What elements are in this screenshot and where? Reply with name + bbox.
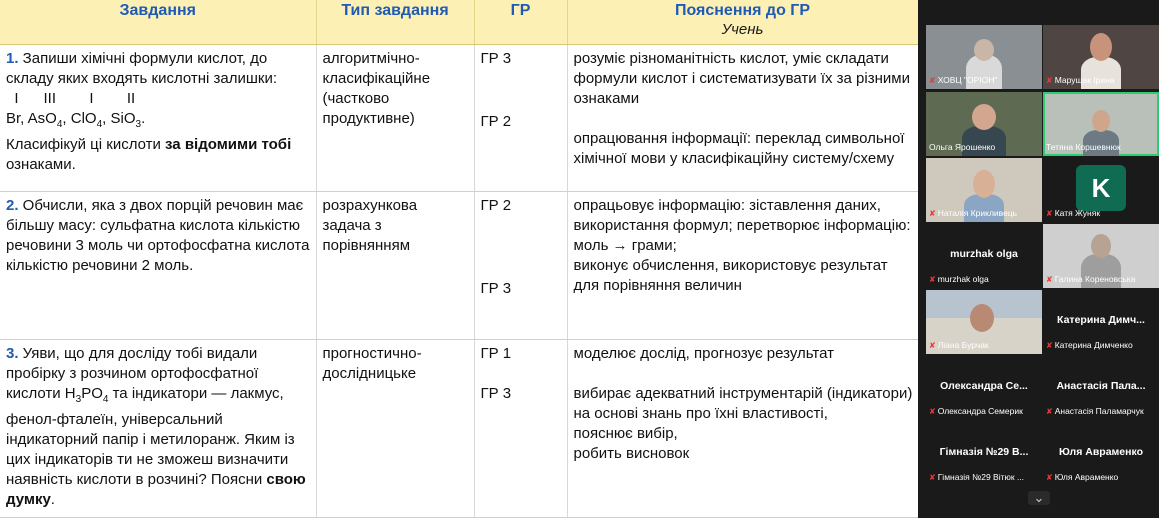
participant-label: ✘ Марущак Ірина	[1046, 75, 1115, 85]
participant-tile[interactable]	[1043, 25, 1159, 89]
participant-label: ✘ Наталія Крикливець	[929, 208, 1018, 218]
header-task: Завдання	[0, 0, 316, 44]
participant-label: ✘ Юля Авраменко	[1046, 472, 1119, 482]
mic-muted-icon: ✘	[929, 341, 936, 350]
participant-label: ✘ Гімназія №29 Вітюк ...	[929, 472, 1025, 482]
mic-muted-icon: ✘	[929, 473, 936, 482]
participant-tile[interactable]	[926, 224, 1042, 288]
task-text: Класифікуй ці кислоти	[6, 135, 166, 153]
mic-muted-icon: ✘	[1046, 407, 1053, 416]
explain-text: моль → грами;	[573, 236, 677, 254]
explain-text: пояснює вибір,	[573, 424, 678, 442]
participant-tile[interactable]	[926, 356, 1042, 420]
mic-muted-icon: ✘	[1046, 473, 1053, 482]
participant-name: Гімназія №29 В...	[939, 446, 1029, 458]
gr-cell	[474, 44, 567, 191]
participant-tile[interactable]	[1043, 290, 1159, 354]
participant-video	[1090, 33, 1112, 61]
task-number: 2.	[6, 196, 19, 214]
mic-muted-icon: ✘	[1046, 209, 1053, 218]
task-text: .	[50, 490, 55, 508]
explain-text: моделює дослід, прогнозує результат	[573, 344, 834, 362]
participant-tile[interactable]	[1043, 356, 1159, 420]
participant-tile[interactable]	[926, 92, 1042, 156]
gr-label: ГР 2	[480, 112, 512, 130]
task-bold-text: за відомими тобі	[165, 135, 292, 153]
participant-tile-active[interactable]	[1043, 92, 1159, 156]
participant-label: ✘ Катерина Димченко	[1046, 340, 1133, 350]
header-explain-sub: Учень	[721, 21, 764, 38]
task-text: Уяви, що для досліду тобі видали пробірку з розчином ортофосфатної кислоти $H_3PO_4$ та індикатори — лакмус, фенол-фталеїн, універсальний індикаторний папір і метилоранж. Яким із цих індикаторів ти не зможеш визначити наявність кислоти в розчині? Поясни	[6, 344, 295, 488]
explain-text: виконує обчислення, використовує результат для порівняння величин	[573, 256, 888, 294]
participant-name: Катерина Димч...	[1057, 314, 1145, 326]
participant-tile[interactable]	[1043, 224, 1159, 288]
participant-label: ✘ Ліана Бурчак	[929, 340, 989, 350]
participant-label: ✘ Галина Кореновська	[1046, 274, 1136, 284]
task-cell	[0, 191, 316, 339]
header-explain	[567, 0, 918, 44]
participant-video	[1092, 110, 1110, 132]
mic-muted-icon: ✘	[1046, 275, 1053, 284]
participant-label: ✘ murzhak olga	[929, 274, 989, 284]
explain-text: розуміє різноманітність кислот, уміє складати формули кислот і систематизувати їх за різними ознаками	[573, 49, 910, 107]
mic-muted-icon: ✘	[929, 76, 936, 85]
participant-name: Олександра Се...	[940, 380, 1028, 392]
participant-video	[972, 104, 996, 130]
participant-tile[interactable]	[1043, 158, 1159, 222]
type-cell: прогностично-дослідницьке	[316, 339, 474, 517]
header-explain-title: Пояснення до ГР	[674, 2, 811, 19]
participant-avatar: K	[1076, 165, 1126, 211]
gr-cell	[474, 339, 567, 517]
task-bold-text: свою думку	[6, 470, 306, 508]
task-formulas: Br, AsO$_4$, ClO$_4$, SiO$_3$.	[6, 109, 146, 130]
task-text: ознаками.	[6, 155, 76, 173]
explain-text: вибирає адекватний інструментарій (індикатори) на основі знань про їхні властивості,	[573, 384, 913, 422]
explain-cell	[567, 339, 918, 517]
participant-video	[970, 304, 994, 332]
participant-label: ✘ Олександра Семерик	[929, 406, 1023, 416]
explain-cell	[567, 191, 918, 339]
participant-label: ✘ ХОВЦ "ОРІОН"	[929, 75, 998, 85]
type-cell: алгоритмічно-класифікаційне (частково продуктивне)	[316, 44, 474, 191]
participant-video	[974, 39, 994, 61]
table-row	[0, 339, 918, 517]
explain-text: опрацьовує інформацію: зіставлення даних, використання формул; перетворює інформацію:	[573, 196, 911, 234]
task-number: 3.	[6, 344, 19, 362]
table-row	[0, 191, 918, 339]
gr-label: ГР 3	[480, 384, 512, 402]
mic-muted-icon: ✘	[929, 275, 936, 284]
participant-tile[interactable]	[926, 158, 1042, 222]
gr-label: ГР 3	[480, 49, 512, 67]
valence-numerals: I III I II	[6, 89, 136, 107]
participant-tile[interactable]	[1043, 422, 1159, 486]
chevron-down-icon[interactable]: ⌄	[1028, 491, 1050, 505]
gr-label: ГР 3	[480, 279, 512, 297]
header-type: Тип завдання	[316, 0, 474, 44]
gr-cell	[474, 191, 567, 339]
participant-tile[interactable]	[926, 25, 1042, 89]
explain-cell	[567, 44, 918, 191]
participant-label: Ольга Ярошенко	[929, 142, 996, 152]
header-gr: ГР	[474, 0, 567, 44]
participant-tile[interactable]	[926, 290, 1042, 354]
mic-muted-icon: ✘	[929, 209, 936, 218]
participant-tile[interactable]	[926, 422, 1042, 486]
task-text: Обчисли, яка з двох порцій речовин має більшу масу: сульфатна кислота кількістю речовини 3 моль чи ортофосфатна кислота кількістю речовини 2 моль.	[6, 196, 310, 274]
explain-text: опрацювання інформації: переклад символьної хімічної мови у класифікаційну систему/схему	[573, 129, 905, 167]
mic-muted-icon: ✘	[1046, 341, 1053, 350]
participant-label: Тетяна Коршевнюк	[1046, 142, 1121, 152]
table-header-row	[0, 0, 918, 44]
participant-label: ✘ Катя Жуняк	[1046, 208, 1101, 218]
explain-text: робить висновок	[573, 444, 690, 462]
table-row	[0, 44, 918, 191]
participant-video	[1091, 234, 1111, 258]
participants-panel	[918, 0, 1159, 518]
participant-video	[973, 170, 995, 198]
participant-name: murzhak olga	[950, 248, 1018, 260]
participant-name: Юля Авраменко	[1058, 446, 1144, 458]
participant-label: ✘ Анастасія Паламарчук	[1046, 406, 1144, 416]
task-text: Запиши хімічні формули кислот, до складу яких входять кислотні залишки:	[6, 49, 278, 87]
task-cell	[0, 44, 316, 191]
participant-name: Анастасія Пала...	[1056, 380, 1146, 392]
mic-muted-icon: ✘	[929, 407, 936, 416]
task-number: 1.	[6, 49, 19, 67]
gr-label: ГР 1	[480, 344, 512, 362]
task-cell	[0, 339, 316, 517]
gr-label: ГР 2	[480, 196, 512, 214]
type-cell: розрахункова задача з порівнянням	[316, 191, 474, 339]
mic-muted-icon: ✘	[1046, 76, 1053, 85]
